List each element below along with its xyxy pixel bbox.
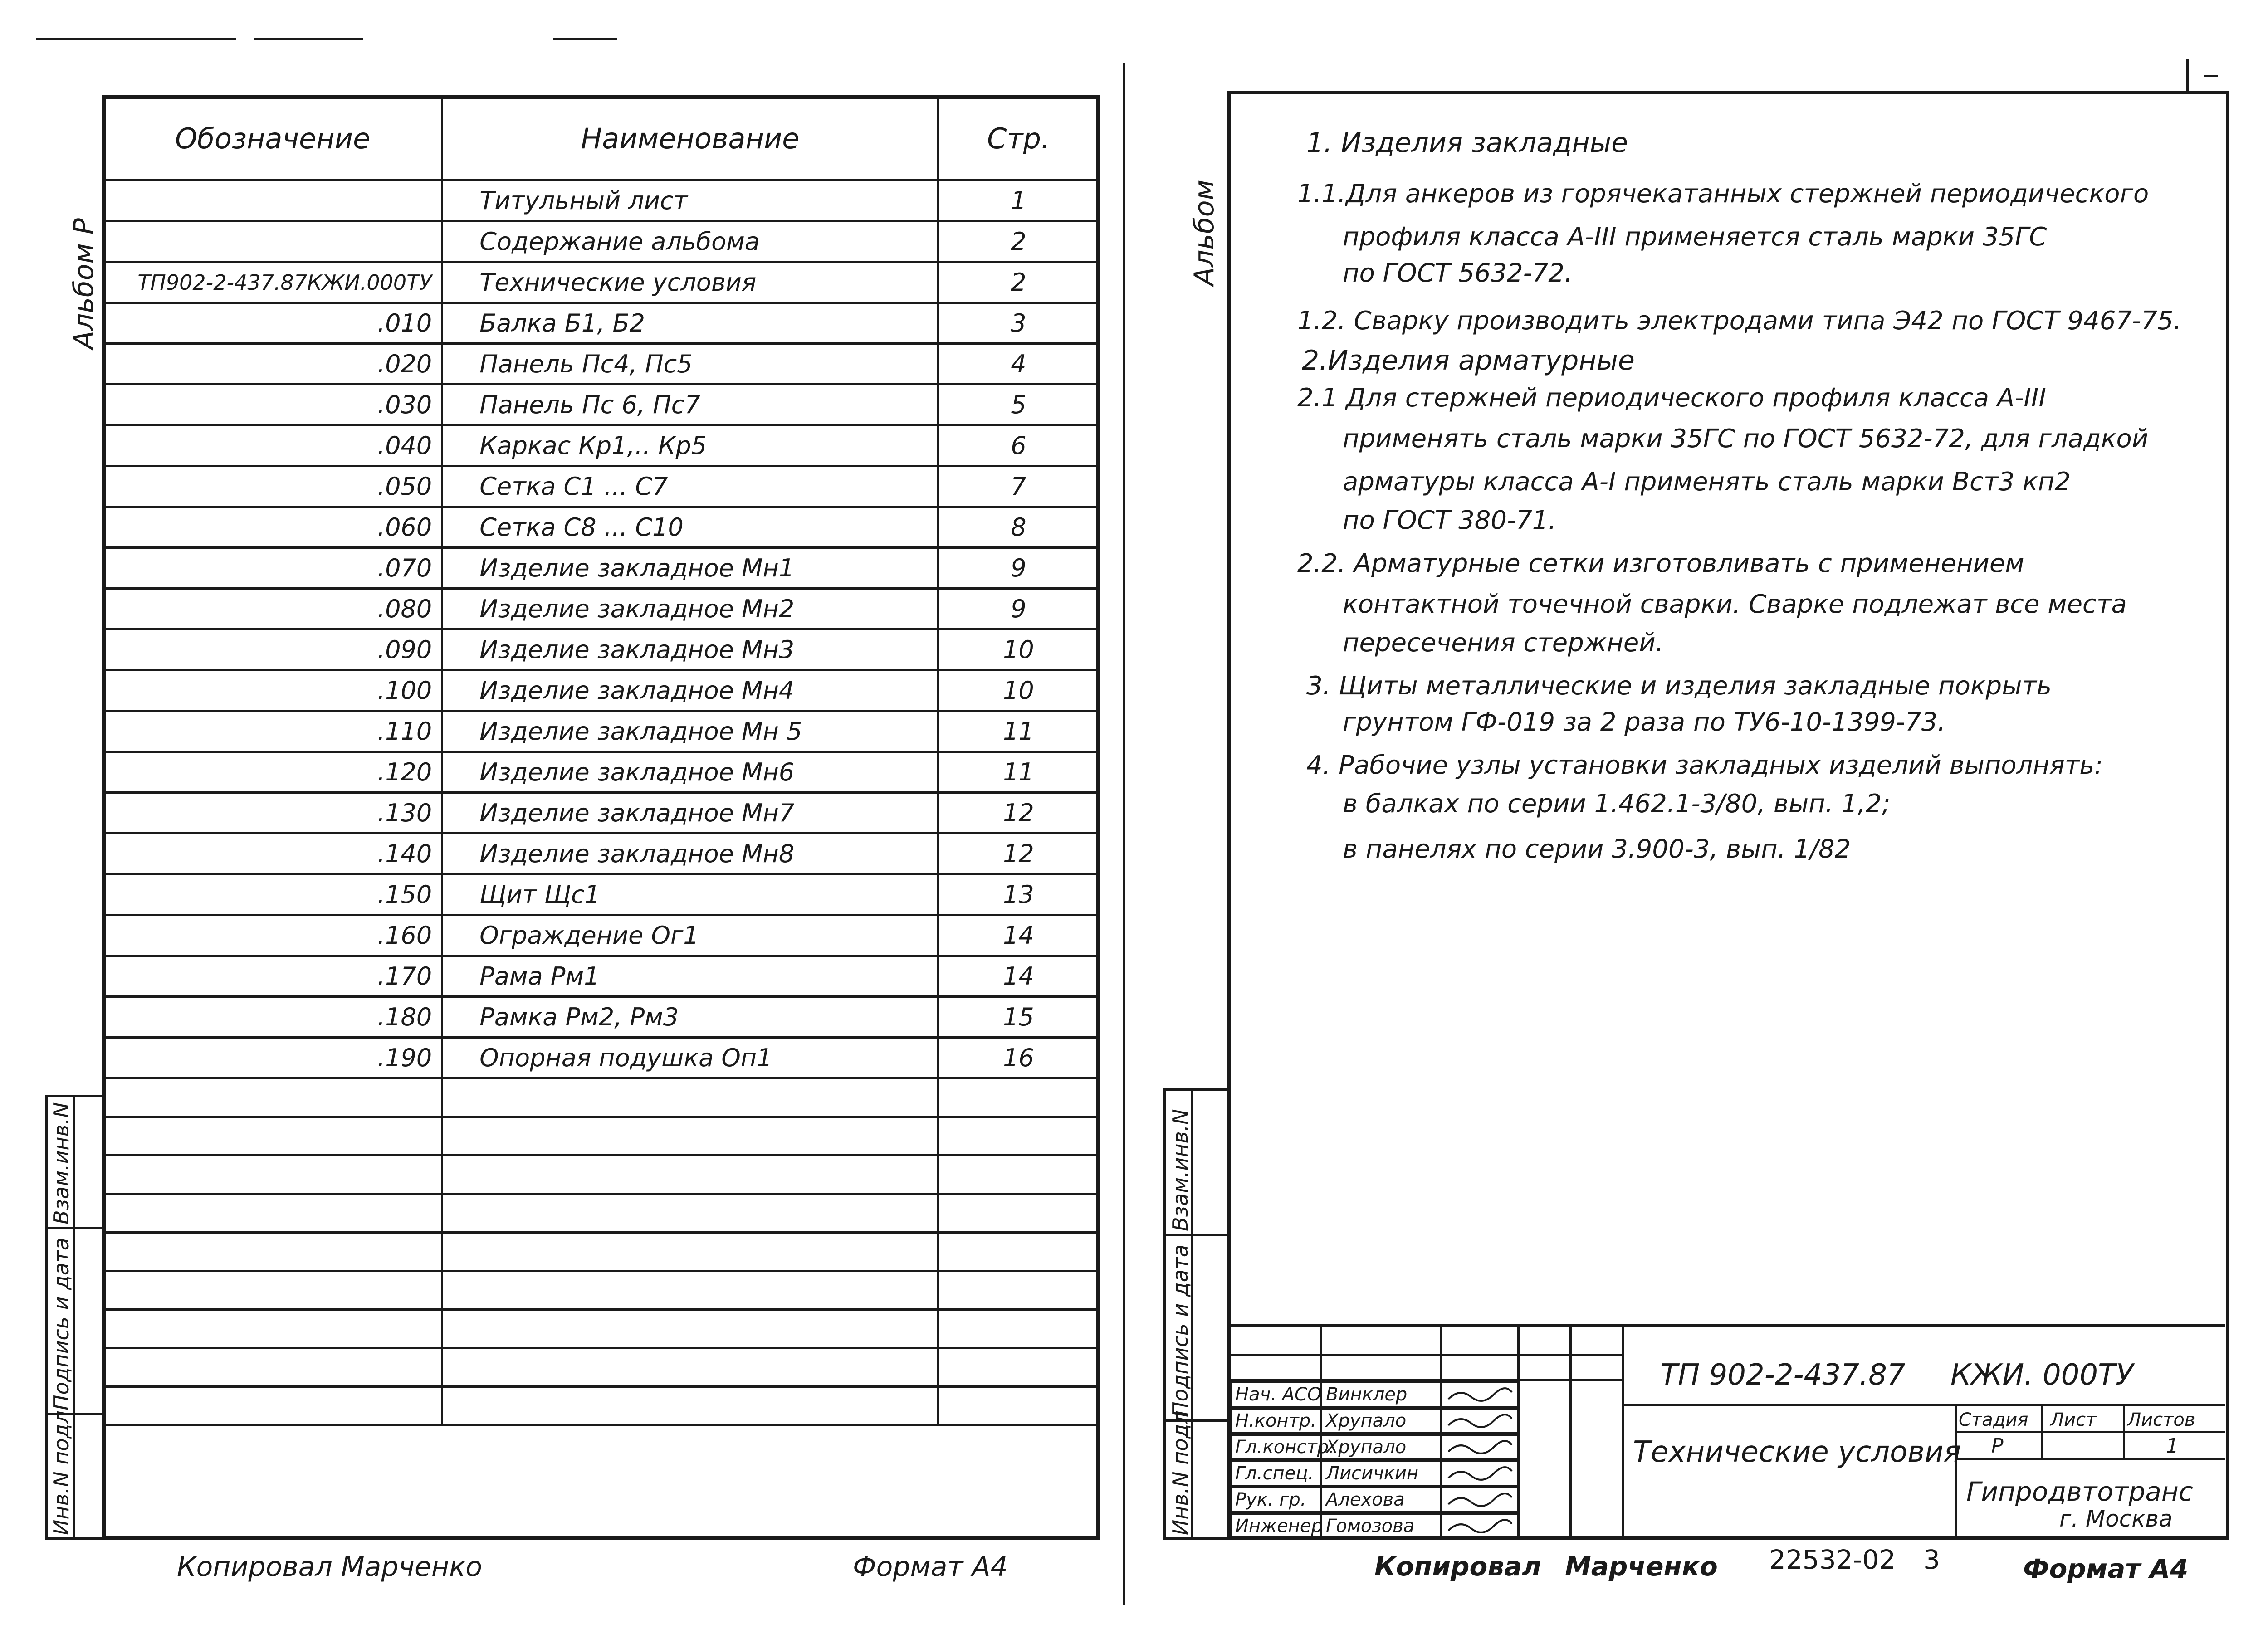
center-divider [1123, 63, 1125, 1605]
stage-value: Р [1991, 1434, 2004, 1458]
row-code: .160 [103, 915, 442, 956]
tb-col [2041, 1404, 2043, 1458]
row-page: 14 [938, 915, 1099, 956]
right-stamp-label-2: Подпись и дата [1168, 1244, 1193, 1417]
signature-scribble [1446, 1410, 1514, 1432]
right-footer-page: 3 [1923, 1544, 1940, 1575]
row-page: 11 [938, 752, 1099, 793]
left-stamp-label-2: Подпись и дата [49, 1237, 73, 1410]
text-line: 3. Щиты металлические и изделия закладные покрыть [1306, 671, 2052, 701]
tb-row [1622, 1404, 2225, 1406]
row-code: .060 [103, 507, 442, 548]
row-code: .070 [103, 548, 442, 589]
text-line: 4. Рабочие узлы установки закладных изделий выполнять: [1306, 751, 2103, 780]
right-footer-number: 22532-02 [1769, 1544, 1896, 1575]
organization: Гипродвтотранс [1966, 1476, 2193, 1507]
row-page: 14 [938, 956, 1099, 997]
text-line: 1.2. Сварку производить электродами типа Э42 по ГОСТ 9467-75. [1297, 306, 2182, 336]
top-dash-3 [553, 38, 617, 40]
signature-scribble [1446, 1515, 1514, 1537]
right-stamp-label-1: Инв.N подл [1168, 1410, 1193, 1535]
row-page: 9 [938, 548, 1099, 589]
text-line: 1.1.Для анкеров из горячекатанных стержней периодического [1297, 179, 2149, 209]
row-code: .040 [103, 425, 442, 466]
left-album-label: Альбом Р [68, 218, 100, 349]
text-line: по ГОСТ 380-71. [1343, 506, 1557, 535]
row-page: 13 [938, 874, 1099, 915]
row-page: 2 [938, 262, 1099, 303]
left-strip-divider [45, 1227, 104, 1229]
row-code: .080 [103, 589, 442, 629]
stage-header: Стадия [1959, 1410, 2028, 1430]
right-strip-divider [1163, 1234, 1229, 1236]
row-code: ТП902-2-437.87КЖИ.000ТУ [103, 262, 442, 303]
signature-scribble [1446, 1462, 1514, 1485]
row-name: Панель Пс 6, Пс7 [442, 385, 938, 425]
tb-row [1229, 1354, 1624, 1356]
header-page: Стр. [938, 97, 1099, 180]
row-name: Изделие закладное Мн4 [442, 670, 938, 711]
name-cell: Винклер [1320, 1381, 1442, 1408]
doc-title: Технические условия [1633, 1435, 1961, 1469]
text-line: в панелях по серии 3.900-3, вып. 1/82 [1343, 834, 1851, 864]
role-cell: Инженер [1229, 1512, 1322, 1540]
sheets-header: Листов [2127, 1410, 2195, 1430]
row-code: .130 [103, 793, 442, 834]
row-page: 16 [938, 1038, 1099, 1078]
city: г. Москва [2059, 1506, 2173, 1532]
row-code: .120 [103, 752, 442, 793]
row-code: .020 [103, 344, 442, 385]
row-name: Изделие закладное Мн 5 [442, 711, 938, 752]
top-dash-1 [36, 38, 236, 40]
text-line: пересечения стержней. [1343, 628, 1664, 658]
row-name: Содержание альбома [442, 221, 938, 262]
row-code: .140 [103, 834, 442, 874]
row-name: Сетка С1 ... С7 [442, 466, 938, 507]
left-sheet-frame [102, 95, 1100, 1540]
row-code: .050 [103, 466, 442, 507]
row-name: Балка Б1, Б2 [442, 303, 938, 344]
left-footer-format: Формат А4 [853, 1551, 1008, 1583]
row-name: Изделие закладное Мн8 [442, 834, 938, 874]
role-cell: Рук. гр. [1229, 1486, 1322, 1513]
signature-scribble [1446, 1383, 1514, 1406]
row-page: 4 [938, 344, 1099, 385]
right-footer-format: Формат А4 [2023, 1553, 2189, 1584]
row-code: .090 [103, 629, 442, 670]
row-code: .030 [103, 385, 442, 425]
signature-cell [1440, 1381, 1520, 1408]
header-name: Наименование [442, 97, 938, 180]
corner-mark [2204, 75, 2218, 77]
row-code: .170 [103, 956, 442, 997]
row-name: Рама Рм1 [442, 956, 938, 997]
tb-col [1622, 1324, 1624, 1540]
text-line: по ГОСТ 5632-72. [1343, 259, 1573, 288]
tb-row [1955, 1458, 2225, 1460]
row-name: Рамка Рм2, Рм3 [442, 997, 938, 1038]
doc-code: КЖИ. 000ТУ [1950, 1358, 2134, 1392]
signature-cell [1440, 1460, 1520, 1487]
tb-row [1955, 1431, 2225, 1433]
text-line: арматуры класса А-I применять сталь марки Вст3 кп2 [1343, 467, 2071, 497]
row-page: 8 [938, 507, 1099, 548]
row-name: Панель Пс4, Пс5 [442, 344, 938, 385]
text-line: профиля класса А-III применяется сталь марки 35ГС [1343, 222, 2047, 252]
signature-scribble [1446, 1488, 1514, 1511]
signature-cell [1440, 1434, 1520, 1461]
name-cell: Алехова [1320, 1486, 1442, 1513]
row-page: 7 [938, 466, 1099, 507]
row-code: .190 [103, 1038, 442, 1078]
name-cell: Гомозова [1320, 1512, 1442, 1540]
row-page: 15 [938, 997, 1099, 1038]
signature-cell [1440, 1512, 1520, 1540]
row-code: .010 [103, 303, 442, 344]
tb-col [1569, 1324, 1572, 1540]
row-page: 10 [938, 629, 1099, 670]
name-cell: Лисичкин [1320, 1460, 1442, 1487]
row-page: 2 [938, 221, 1099, 262]
signature-cell [1440, 1486, 1520, 1513]
name-cell: Хрупало [1320, 1407, 1442, 1434]
role-cell: Гл.спец. [1229, 1460, 1322, 1487]
left-stamp-label-1: Инв.N подл [49, 1410, 73, 1535]
row-page: 6 [938, 425, 1099, 466]
row-name: Сетка С8 ... С10 [442, 507, 938, 548]
right-stamp-label-3: Взам.инв.N [1168, 1109, 1193, 1231]
row-code: .180 [103, 997, 442, 1038]
row-name: Изделие закладное Мн7 [442, 793, 938, 834]
top-dash-2 [254, 38, 363, 40]
right-album-label: Альбом [1188, 180, 1220, 286]
row-page: 11 [938, 711, 1099, 752]
row-name: Щит Щс1 [442, 874, 938, 915]
row-code: .150 [103, 874, 442, 915]
row-page: 1 [938, 180, 1099, 221]
row-code: .110 [103, 711, 442, 752]
role-cell: Гл.констр. [1229, 1434, 1322, 1461]
text-line: 1. Изделия закладные [1306, 127, 1628, 159]
doc-number: ТП 902-2-437.87 [1660, 1358, 1906, 1392]
left-strip-divider [45, 1095, 48, 1540]
row-page: 5 [938, 385, 1099, 425]
sheets-value: 1 [2166, 1434, 2179, 1458]
tb-col [2123, 1404, 2125, 1458]
row-name: Изделие закладное Мн1 [442, 548, 938, 589]
row-name: Изделие закладное Мн3 [442, 629, 938, 670]
signature-scribble [1446, 1436, 1514, 1458]
text-line: грунтом ГФ-019 за 2 раза по ТУ6-10-1399-73. [1343, 707, 1946, 737]
row-name: Изделие закладное Мн2 [442, 589, 938, 629]
row-name: Изделие закладное Мн6 [442, 752, 938, 793]
right-footer-copied: Копировал [1374, 1551, 1541, 1582]
row-code: .100 [103, 670, 442, 711]
sheet-header: Лист [2050, 1410, 2097, 1430]
row-name: Ограждение Ог1 [442, 915, 938, 956]
role-cell: Нач. АСО [1229, 1381, 1322, 1408]
text-line: 2.Изделия арматурные [1302, 345, 1635, 376]
row-name: Опорная подушка Оп1 [442, 1038, 938, 1078]
text-line: 2.2. Арматурные сетки изготовливать с применением [1297, 549, 2024, 578]
text-line: 2.1 Для стержней периодического профиля класса А-III [1297, 383, 2046, 413]
row-page: 10 [938, 670, 1099, 711]
row-page: 12 [938, 793, 1099, 834]
header-code: Обозначение [103, 97, 442, 180]
corner-mark [2186, 59, 2189, 91]
signature-cell [1440, 1407, 1520, 1434]
row-name: Технические условия [442, 262, 938, 303]
text-line: применять сталь марки 35ГС по ГОСТ 5632-72, для гладкой [1343, 424, 2149, 454]
row-page: 12 [938, 834, 1099, 874]
text-line: в балках по серии 1.462.1-3/80, вып. 1,2; [1343, 789, 1891, 819]
left-stamp-label-3: Взам.инв.N [49, 1102, 73, 1224]
left-footer-copied: Копировал Марченко [177, 1551, 483, 1583]
text-line: контактной точечной сварки. Сварке подлежат все места [1343, 590, 2127, 619]
row-page: 3 [938, 303, 1099, 344]
row-page: 9 [938, 589, 1099, 629]
row-name: Каркас Кр1,.. Кр5 [442, 425, 938, 466]
tb-col [1955, 1404, 1957, 1540]
name-cell: Хрупало [1320, 1434, 1442, 1461]
row-name: Титульный лист [442, 180, 938, 221]
right-footer-name: Марченко [1565, 1551, 1718, 1582]
role-cell: Н.контр. [1229, 1407, 1322, 1434]
